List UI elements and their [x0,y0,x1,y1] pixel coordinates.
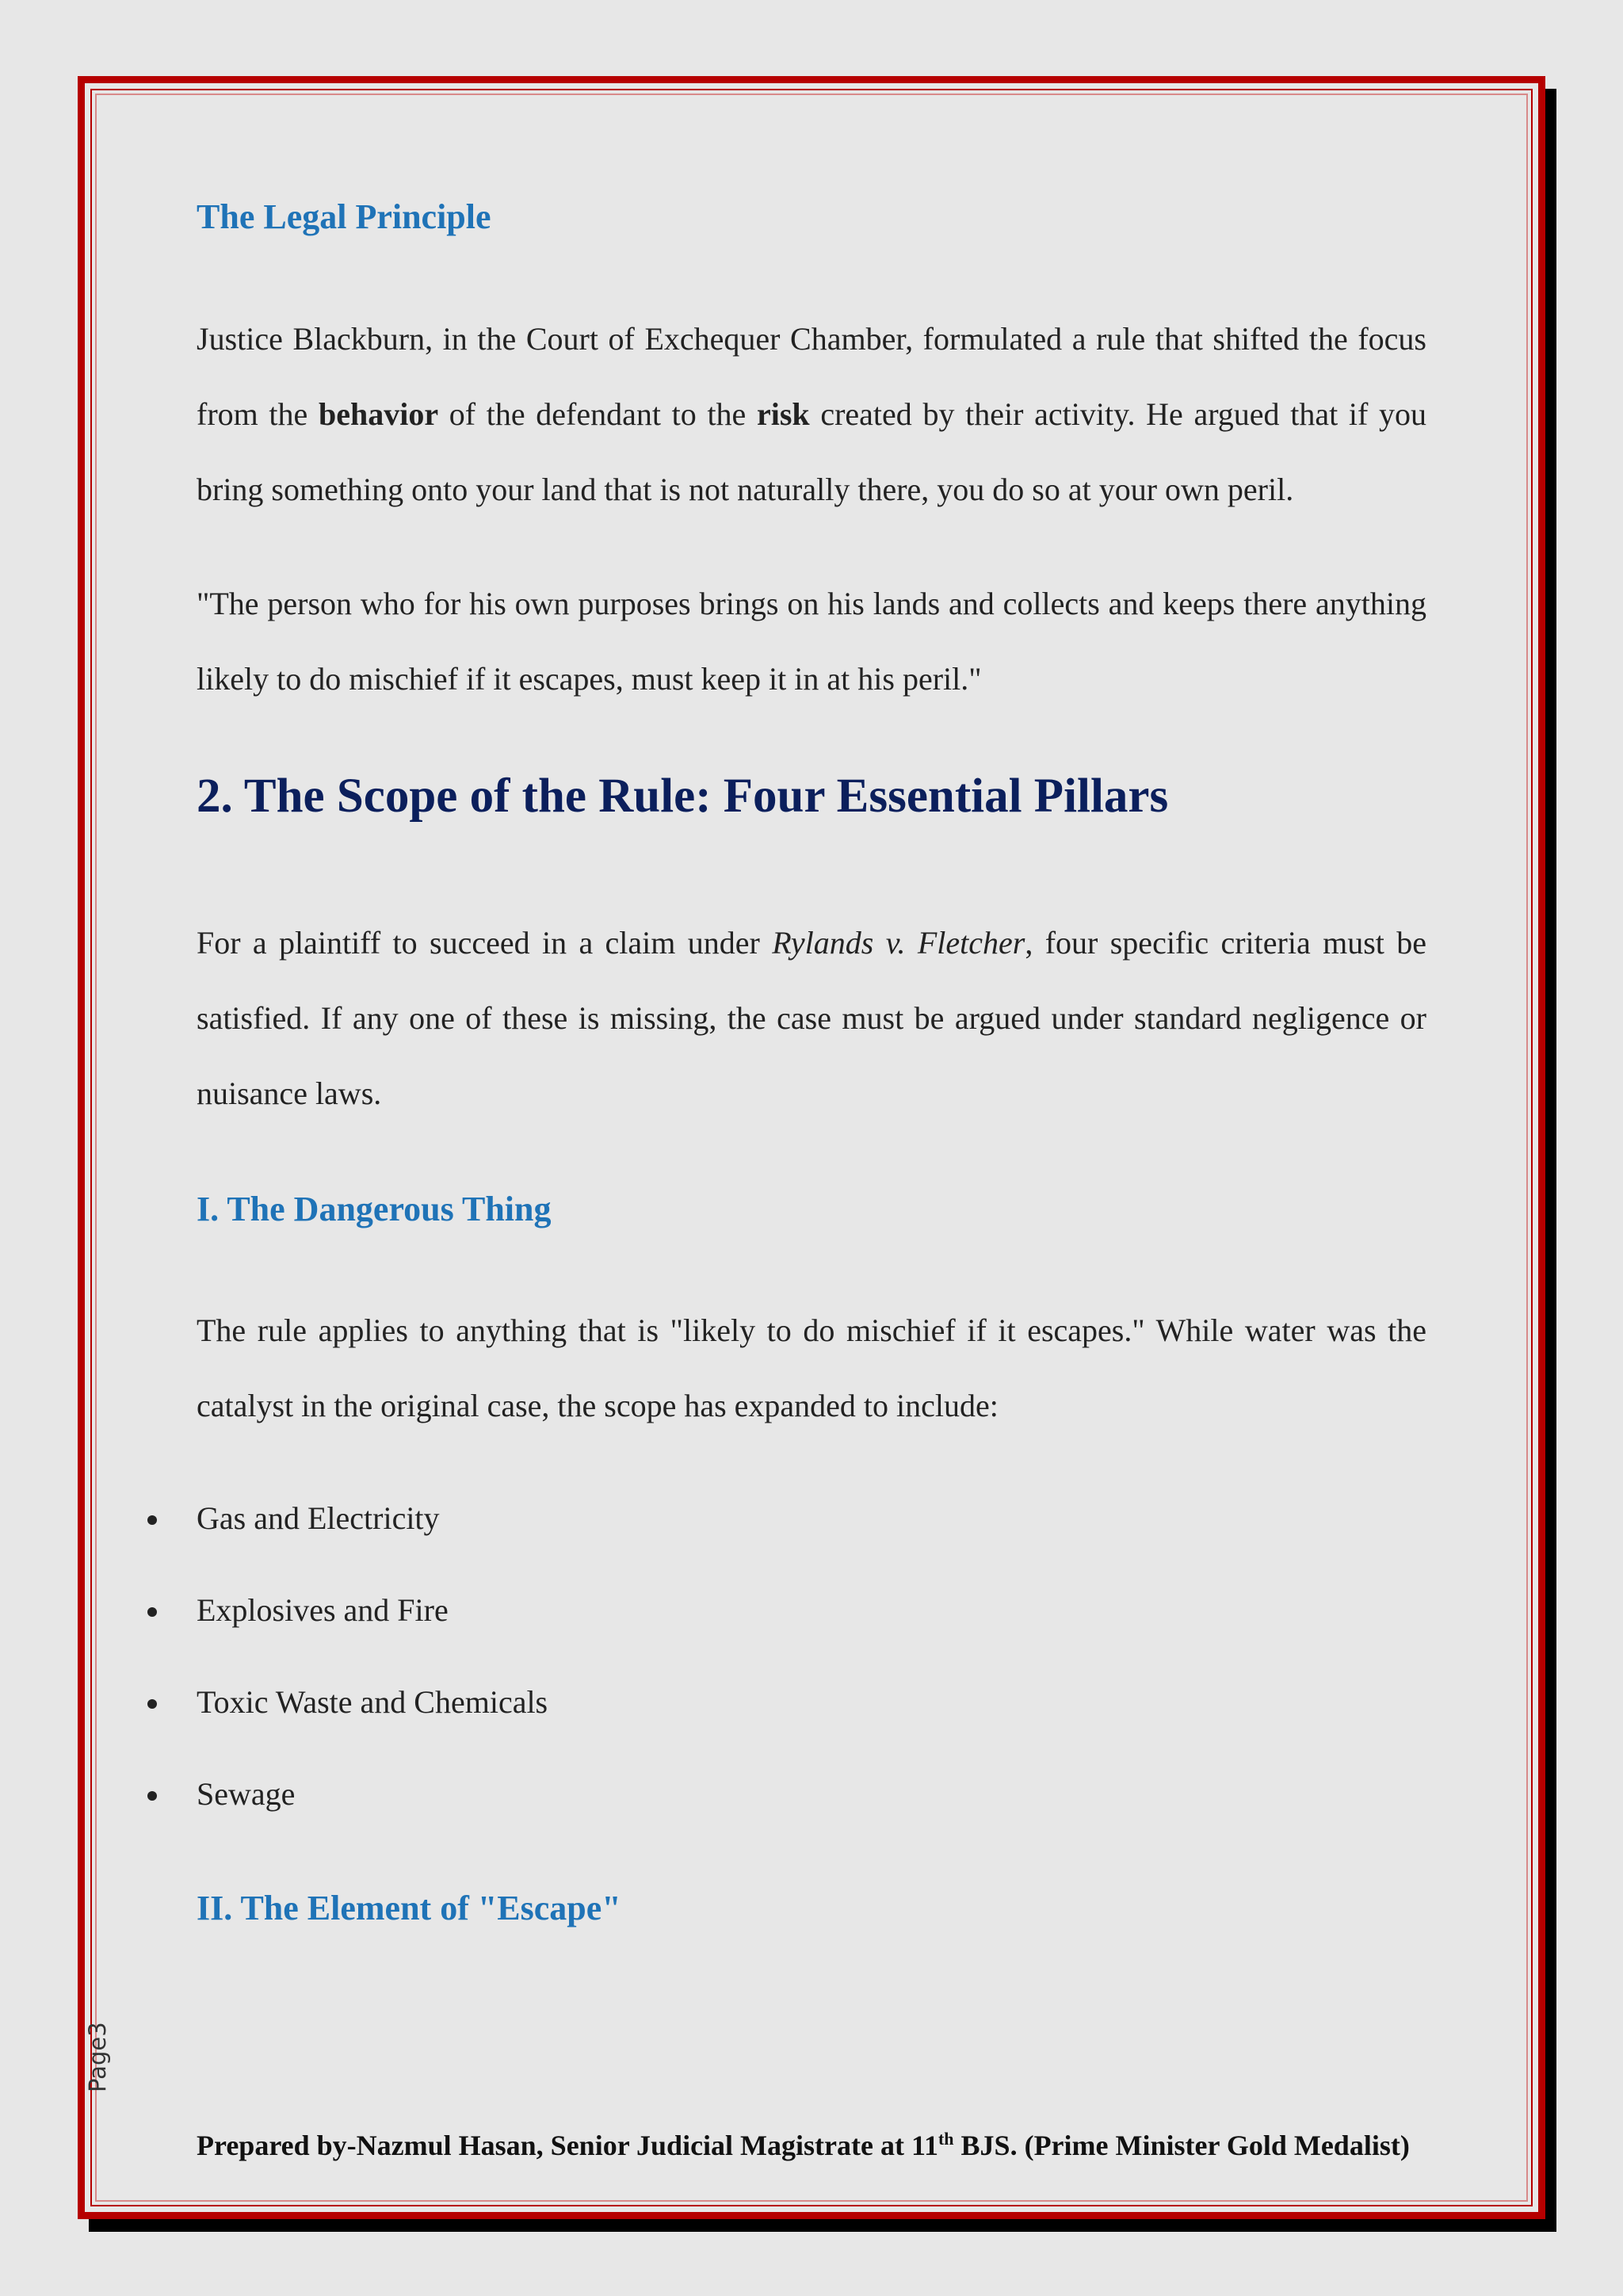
legal-principle-text-1: Justice Blackburn, in the Court of Exchequer Chamber, formulated a rule that shifted the focus from the [197,321,1426,432]
scope-section-heading: 2. The Scope of the Rule: Four Essential Pillars [197,770,1169,823]
legal-principle-text-3: created by their activity. He argued that if you bring something onto your land that is not naturally there, you do so at your own peril. [197,396,1426,507]
footer-credit [197,2129,1410,2162]
list-item [197,1495,1426,1587]
bullet-icon [147,1607,157,1617]
bullet-icon [147,1699,157,1709]
scope-text-1: For a plaintiff to succeed in a claim under [197,925,773,961]
escape-heading: II. The Element of "Escape" [197,1889,621,1927]
list-item [197,1771,1426,1862]
behavior-bold-text: behavior [318,396,439,432]
legal-principle-paragraph [197,301,1426,527]
dangerous-thing-paragraph: The rule applies to anything that is "likely to do mischief if it escapes." While water was the catalyst in the original case, the scope has expanded to include: [197,1312,1426,1423]
scope-paragraph [197,905,1426,1131]
legal-principle-heading: The Legal Principle [197,197,491,236]
list-item [197,1587,1426,1679]
bullet-icon [147,1791,157,1801]
scope-text-2: , four specific criteria must be satisfied. If any one of these is missing, the case must be argued under standard negligence or nuisance laws. [197,925,1427,1111]
legal-principle-text-2: of the defendant to the [438,396,757,432]
blackburn-quote: "The person who for his own purposes brings on his lands and collects and keeps there anything likely to do mischief if it escapes, must keep it in at his peril." [197,586,1426,697]
page-number: Page3 [84,2022,111,2092]
footer-text: Prepared by-Nazmul Hasan, Senior Judicial Magistrate at 11 [197,2130,938,2161]
case-name-italic: Rylands v. Fletcher [772,925,1025,961]
list-item-label: Toxic Waste and Chemicals [197,1684,548,1720]
bullet-icon [147,1515,157,1525]
list-item [197,1679,1426,1771]
list-item-label: Explosives and Fire [197,1592,449,1628]
dangerous-thing-heading: I. The Dangerous Thing [197,1190,552,1228]
footer-text-end: BJS. (Prime Minister Gold Medalist) [953,2130,1410,2161]
list-item-label: Gas and Electricity [197,1500,440,1536]
risk-bold-text: risk [756,396,810,432]
list-item-label: Sewage [197,1776,296,1812]
dangerous-things-list [197,1495,1426,1862]
footer-superscript: th [938,2129,954,2149]
